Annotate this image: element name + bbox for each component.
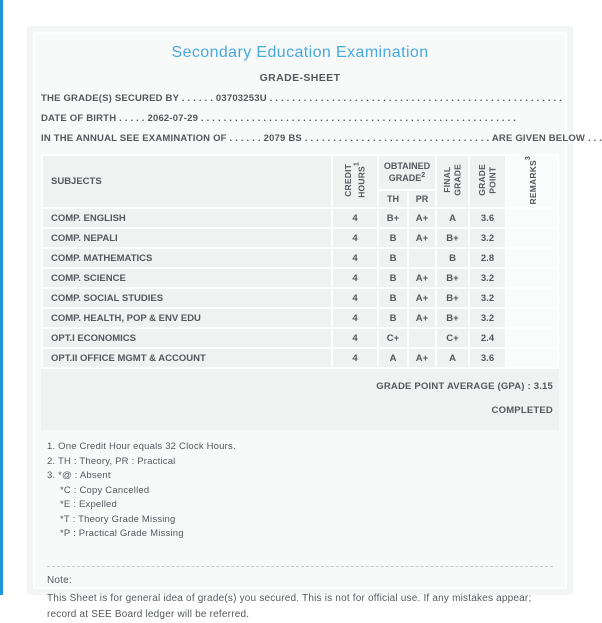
credit-line2: HOURS bbox=[356, 166, 367, 199]
th-grade-cell: B bbox=[379, 249, 407, 267]
remarks-cell bbox=[507, 209, 557, 227]
th-subheader: TH bbox=[379, 191, 407, 207]
card-content bbox=[33, 32, 602, 623]
th-grade-cell: B bbox=[379, 309, 407, 327]
final-grade-cell: B+ bbox=[437, 229, 468, 247]
credit-line1: CREDIT bbox=[342, 163, 353, 197]
final-grade-cell: A bbox=[437, 349, 468, 367]
grade-point-cell: 3.2 bbox=[470, 289, 505, 307]
final-grade-cell: C+ bbox=[437, 329, 468, 347]
credit-cell: 4 bbox=[333, 209, 377, 227]
credit-cell: 4 bbox=[333, 289, 377, 307]
pr-grade-cell bbox=[409, 329, 435, 347]
th-grade-cell: B+ bbox=[379, 209, 407, 227]
remarks-sup: 3 bbox=[525, 156, 533, 161]
final-line1: FINAL bbox=[441, 167, 452, 194]
gpa-line: GRADE POINT AVERAGE (GPA) : 3.15 bbox=[376, 381, 553, 393]
remarks-header bbox=[507, 156, 557, 207]
page-subtitle: GRADE-SHEET bbox=[259, 72, 341, 84]
remarks-cell bbox=[507, 349, 557, 367]
subject-cell: COMP. MATHEMATICS bbox=[43, 249, 331, 267]
footnote-credit-hour: 1. One Credit Hour equals 32 Clock Hours. bbox=[47, 441, 236, 453]
final-line2: GRADE bbox=[452, 164, 463, 197]
final-grade-cell: B bbox=[437, 249, 468, 267]
subject-cell: COMP. SOCIAL STUDIES bbox=[43, 289, 331, 307]
grade-point-cell: 3.6 bbox=[470, 349, 505, 367]
table-row bbox=[43, 209, 557, 227]
footnote-th-pr: 2. TH : Theory, PR : Practical bbox=[47, 455, 176, 467]
pr-grade-cell bbox=[409, 249, 435, 267]
final-grade-cell: A bbox=[437, 209, 468, 227]
grade-table bbox=[41, 154, 559, 369]
credit-cell: 4 bbox=[333, 249, 377, 267]
credit-cell: 4 bbox=[333, 269, 377, 287]
final-grade-cell: B+ bbox=[437, 309, 468, 327]
date-of-birth-line: DATE OF BIRTH . . . . . 2062-07-29 . . . . . . . . . . . . . . . . . . . . . . . . . . . . . . . . . . . . . . . . . . . . . . . . . . . . . . . . bbox=[41, 113, 517, 124]
obtained-label: OBTAINED GRADE bbox=[383, 160, 431, 184]
table-row bbox=[43, 309, 557, 327]
pr-subheader: PR bbox=[409, 191, 435, 207]
grade-point-cell: 2.8 bbox=[470, 249, 505, 267]
footnote-practical-missing: *P : Practical Grade Missing bbox=[60, 528, 184, 540]
remarks-cell bbox=[507, 309, 557, 327]
table-row bbox=[43, 229, 557, 247]
obtained-grade-header bbox=[379, 156, 435, 189]
footnote-expelled: *E : Expelled bbox=[60, 499, 117, 511]
pr-grade-cell: A+ bbox=[409, 209, 435, 227]
credit-hours-header bbox=[333, 156, 377, 207]
examination-line: IN THE ANNUAL SEE EXAMINATION OF . . . . . . 2079 BS . . . . . . . . . . . . . . . . . . . . . . . . . . . . . . . . . ARE GIVEN BELOW . . . bbox=[41, 133, 602, 144]
remarks-label: REMARKS bbox=[528, 160, 539, 205]
pr-grade-cell: A+ bbox=[409, 289, 435, 307]
subject-cell: OPT.II OFFICE MGMT & ACCOUNT bbox=[43, 349, 331, 367]
th-grade-cell: A bbox=[379, 349, 407, 367]
table-row bbox=[43, 289, 557, 307]
subject-cell: COMP. ENGLISH bbox=[43, 209, 331, 227]
footnote-copy-cancelled: *C : Copy Cancelled bbox=[60, 484, 150, 496]
obtained-sup: 2 bbox=[421, 172, 426, 180]
th-grade-cell: C+ bbox=[379, 329, 407, 347]
pr-grade-cell: A+ bbox=[409, 269, 435, 287]
grade-point-cell: 2.4 bbox=[470, 329, 505, 347]
credit-cell: 4 bbox=[333, 309, 377, 327]
table-row bbox=[43, 349, 557, 367]
credit-sup: 1 bbox=[353, 162, 361, 167]
point-line2: POINT bbox=[487, 166, 498, 194]
footnotes bbox=[41, 440, 559, 542]
point-line1: GRADE bbox=[476, 164, 487, 197]
table-row bbox=[43, 329, 557, 347]
subject-cell: COMP. NEPALI bbox=[43, 229, 331, 247]
gradesheet-card bbox=[27, 26, 602, 620]
th-grade-cell: B bbox=[379, 229, 407, 247]
grade-point-cell: 3.2 bbox=[470, 269, 505, 287]
left-accent-bar bbox=[0, 0, 3, 595]
summary-band bbox=[41, 369, 559, 430]
th-grade-cell: B bbox=[379, 269, 407, 287]
grade-point-cell: 3.2 bbox=[470, 309, 505, 327]
remarks-cell bbox=[507, 289, 557, 307]
grade-point-cell: 3.2 bbox=[470, 229, 505, 247]
subjects-header: SUBJECTS bbox=[43, 156, 331, 207]
subject-cell: OPT.I ECONOMICS bbox=[43, 329, 331, 347]
completion-status: COMPLETED bbox=[491, 405, 553, 417]
subject-rows bbox=[43, 209, 557, 367]
student-info bbox=[41, 93, 602, 144]
final-grade-cell: B+ bbox=[437, 289, 468, 307]
secured-by-line: THE GRADE(S) SECURED BY . . . . . . 03703253U . . . . . . . . . . . . . . . . . . . . . . . . . . . . . . . . . . . . . . . . . . . . . . . . . . . . bbox=[41, 93, 563, 104]
table-row bbox=[43, 249, 557, 267]
credit-cell: 4 bbox=[333, 229, 377, 247]
remarks-cell bbox=[507, 229, 557, 247]
pr-grade-cell: A+ bbox=[409, 229, 435, 247]
remarks-cell bbox=[507, 329, 557, 347]
note-text: This Sheet is for general idea of grade(s) you secured. This is not for official use. If any mistakes appear; record at SEE Board ledger will be referred. bbox=[47, 592, 532, 620]
note-section bbox=[47, 566, 553, 623]
th-grade-cell: B bbox=[379, 289, 407, 307]
footnote-theory-missing: *T : Theory Grade Missing bbox=[60, 513, 176, 525]
footnote-absent: 3. *@ : Absent bbox=[47, 470, 111, 482]
grade-point-cell: 3.6 bbox=[470, 209, 505, 227]
final-grade-cell: B+ bbox=[437, 269, 468, 287]
subject-cell: COMP. HEALTH, POP & ENV EDU bbox=[43, 309, 331, 327]
credit-cell: 4 bbox=[333, 349, 377, 367]
table-row bbox=[43, 269, 557, 287]
remarks-cell bbox=[507, 269, 557, 287]
pr-grade-cell: A+ bbox=[409, 349, 435, 367]
credit-cell: 4 bbox=[333, 329, 377, 347]
note-label: Note: bbox=[47, 574, 72, 586]
final-grade-header bbox=[437, 156, 468, 207]
grade-point-header bbox=[470, 156, 505, 207]
subject-cell: COMP. SCIENCE bbox=[43, 269, 331, 287]
pr-grade-cell: A+ bbox=[409, 309, 435, 327]
page-title: Secondary Education Examination bbox=[171, 44, 429, 61]
remarks-cell bbox=[507, 249, 557, 267]
grade-table-header bbox=[43, 156, 557, 207]
